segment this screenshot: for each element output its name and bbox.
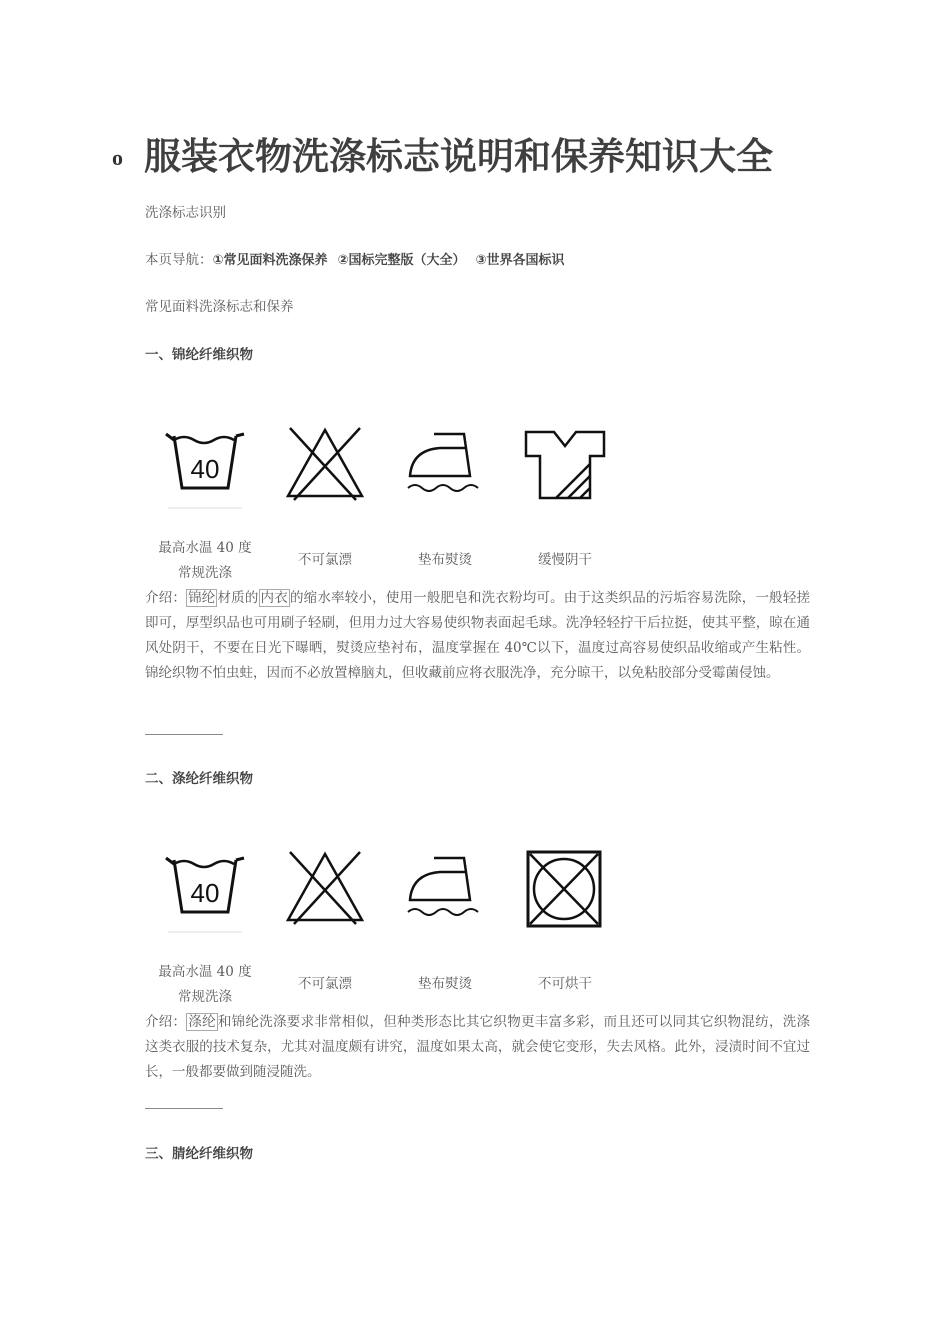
nav-link-world-symbols[interactable]: ③世界各国标识 (475, 253, 565, 268)
dry-in-shade-icon (505, 422, 625, 512)
nav-link-common-fabrics[interactable]: ①常见面料洗涤保养 (212, 253, 328, 268)
care-captions-nylon (145, 536, 635, 586)
section-intro-nylon: 介绍： 锦纶 材质的 内衣 的缩水率较小，使用一般肥皂和洗衣粉均可。由于这类织品的污垢容易洗除，一般轻搓即可，厚型织品也可用刷子轻刷，但用力过大容易使织物表面起毛球。洗净轻轻拧干后拉挺，使其平整，晾在通风处阴干，不要在日光下曝晒，熨烫应垫衬布，温度掌握在 40℃以下，温度过高容易使织品收缩或产生粘性。锦纶织物不怕虫蛀，因而不必放置樟脑丸，但收藏前应将衣服洗净，充分晾干，以免粘胶部分受霉菌侵蚀。 (145, 590, 811, 681)
section-heading-nylon: 一、锦纶纤维织物 (145, 347, 253, 363)
iron-with-cloth-icon (385, 422, 505, 512)
section-heading-acrylic: 三、腈纶纤维织物 (145, 1146, 253, 1162)
iron-with-cloth-icon (385, 846, 505, 936)
svg-text:40: 40 (190, 878, 220, 908)
caption: 垫布熨烫 (418, 976, 472, 992)
page-nav (145, 248, 575, 268)
page-nav-label: 本页导航： (145, 252, 213, 268)
link-polyester[interactable]: 涤纶 (188, 1014, 216, 1030)
link-underwear[interactable]: 内衣 (260, 590, 288, 606)
divider (145, 1108, 223, 1109)
caption: 最高水温 40 度 常规洗涤 (158, 540, 252, 581)
section-intro-polyester: 介绍： 涤纶 和锦纶洗涤要求非常相似，但种类形态比其它织物更丰富多彩，而且还可以同其它织物混纺，洗涤这类衣服的技术复杂，尤其对温度颇有讲究，温度如果太高，就会使它变形，失去风格。此外，浸渍时间不宜过长，一般都要做到随浸随洗。 (145, 1014, 811, 1080)
caption: 不可烘干 (538, 976, 592, 992)
svg-text:40: 40 (190, 454, 220, 484)
caption: 最高水温 40 度 常规洗涤 (158, 964, 252, 1005)
divider (145, 734, 223, 735)
caption: 不可氯漂 (298, 552, 352, 568)
caption: 垫布熨烫 (418, 552, 472, 568)
nav-link-national-standard[interactable]: ②国标完整版（大全） (337, 253, 466, 268)
wash-40-icon (145, 846, 265, 936)
caption: 不可氯漂 (298, 976, 352, 992)
subtitle: 洗涤标志识别 (145, 205, 226, 221)
link-nylon[interactable]: 锦纶 (188, 590, 216, 606)
no-bleach-icon (265, 846, 385, 936)
no-bleach-icon (265, 422, 385, 512)
no-tumble-dry-icon (505, 846, 625, 936)
caption: 缓慢阴干 (538, 552, 592, 568)
intro-heading: 常见面料洗涤标志和保养 (145, 299, 294, 315)
page-title: 服装衣物洗涤标志说明和保养知识大全 (144, 135, 773, 178)
section-heading-polyester: 二、涤纶纤维织物 (145, 771, 253, 787)
care-icons-polyester (145, 846, 635, 936)
wash-40-icon (145, 422, 265, 512)
title-row (112, 126, 773, 180)
care-captions-polyester (145, 960, 635, 1010)
care-icons-nylon (145, 422, 635, 512)
title-bullet: o (112, 145, 123, 170)
